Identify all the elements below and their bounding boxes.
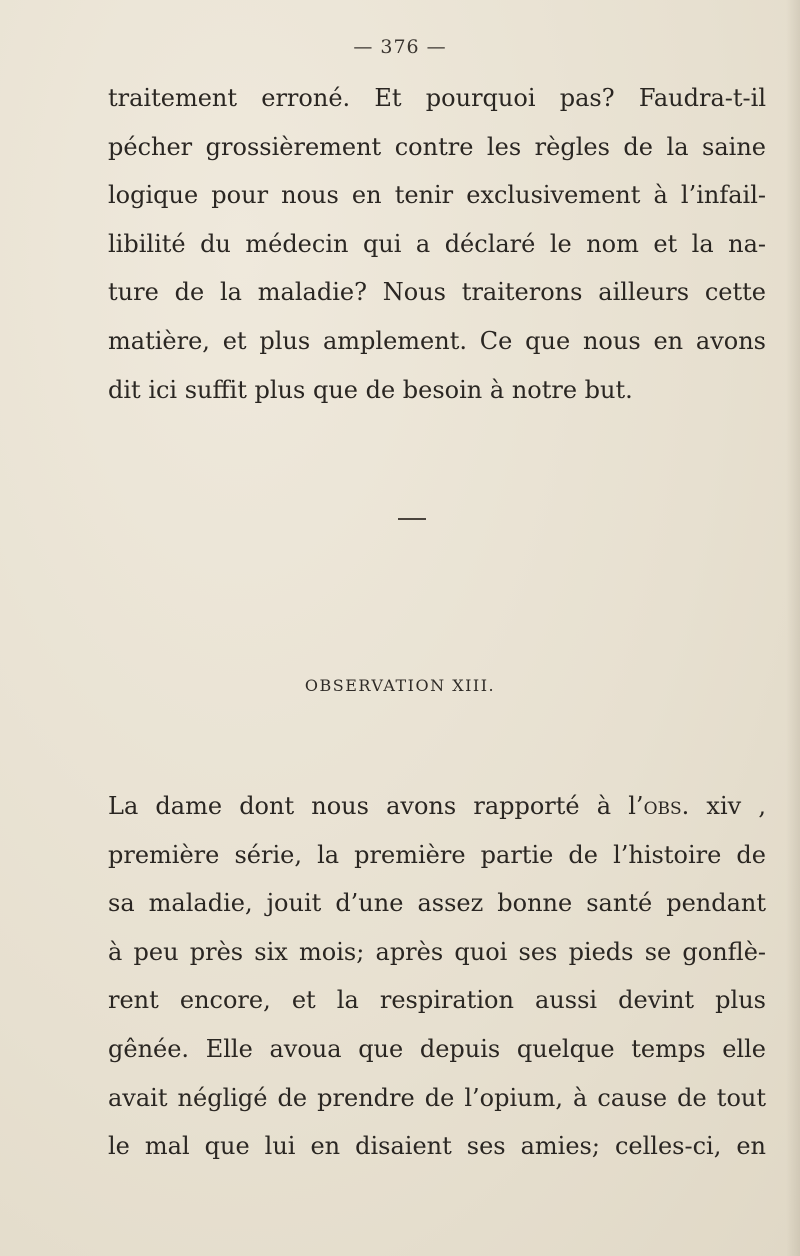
text-line-first — [108, 782, 766, 831]
text-line: traitement erroné. Et pourquoi pas? Faudra-t-il — [108, 84, 766, 112]
obs-line1-end: . xiv , — [681, 792, 766, 820]
intro-paragraph — [108, 74, 766, 414]
text-line: le mal que lui en disaient ses amies; celles-ci, en — [108, 1132, 766, 1161]
text-line: dit ici suffit plus que de besoin à notre but. — [108, 375, 633, 404]
section-separator — [398, 518, 426, 520]
obs-line1-start: La dame dont nous avons rapporté à l’ — [108, 792, 644, 820]
obs-abbrev: obs — [643, 792, 682, 820]
text-line: première série, la première partie de l’histoire de — [108, 840, 766, 869]
text-line: matière, et plus amplement. Ce que nous en avons — [108, 326, 766, 355]
page-number: — 376 — — [353, 36, 447, 58]
text-line: pécher grossièrement contre les règles de la saine — [108, 132, 766, 161]
text-line: avait négligé de prendre de l’opium, à cause de tout — [108, 1083, 766, 1112]
text-line: rent encore, et la respiration aussi devint plus — [108, 986, 766, 1015]
text-line: sa maladie, jouit d’une assez bonne santé pendant — [108, 889, 766, 918]
text-line: libilité du médecin qui a déclaré le nom et la na- — [108, 229, 766, 258]
page-edge-shadow — [786, 0, 800, 1256]
observation-paragraph — [108, 782, 766, 1171]
text-line: ture de la maladie? Nous traiterons ailleurs cette — [108, 278, 766, 307]
text-line: à peu près six mois; après quoi ses pieds se gonflè- — [108, 937, 766, 966]
section-heading: OBSERVATION XIII. — [304, 676, 496, 695]
text-line: gênée. Elle avoua que depuis quelque temps elle — [108, 1034, 766, 1063]
text-line: logique pour nous en tenir exclusivement à l’infail- — [108, 181, 766, 210]
